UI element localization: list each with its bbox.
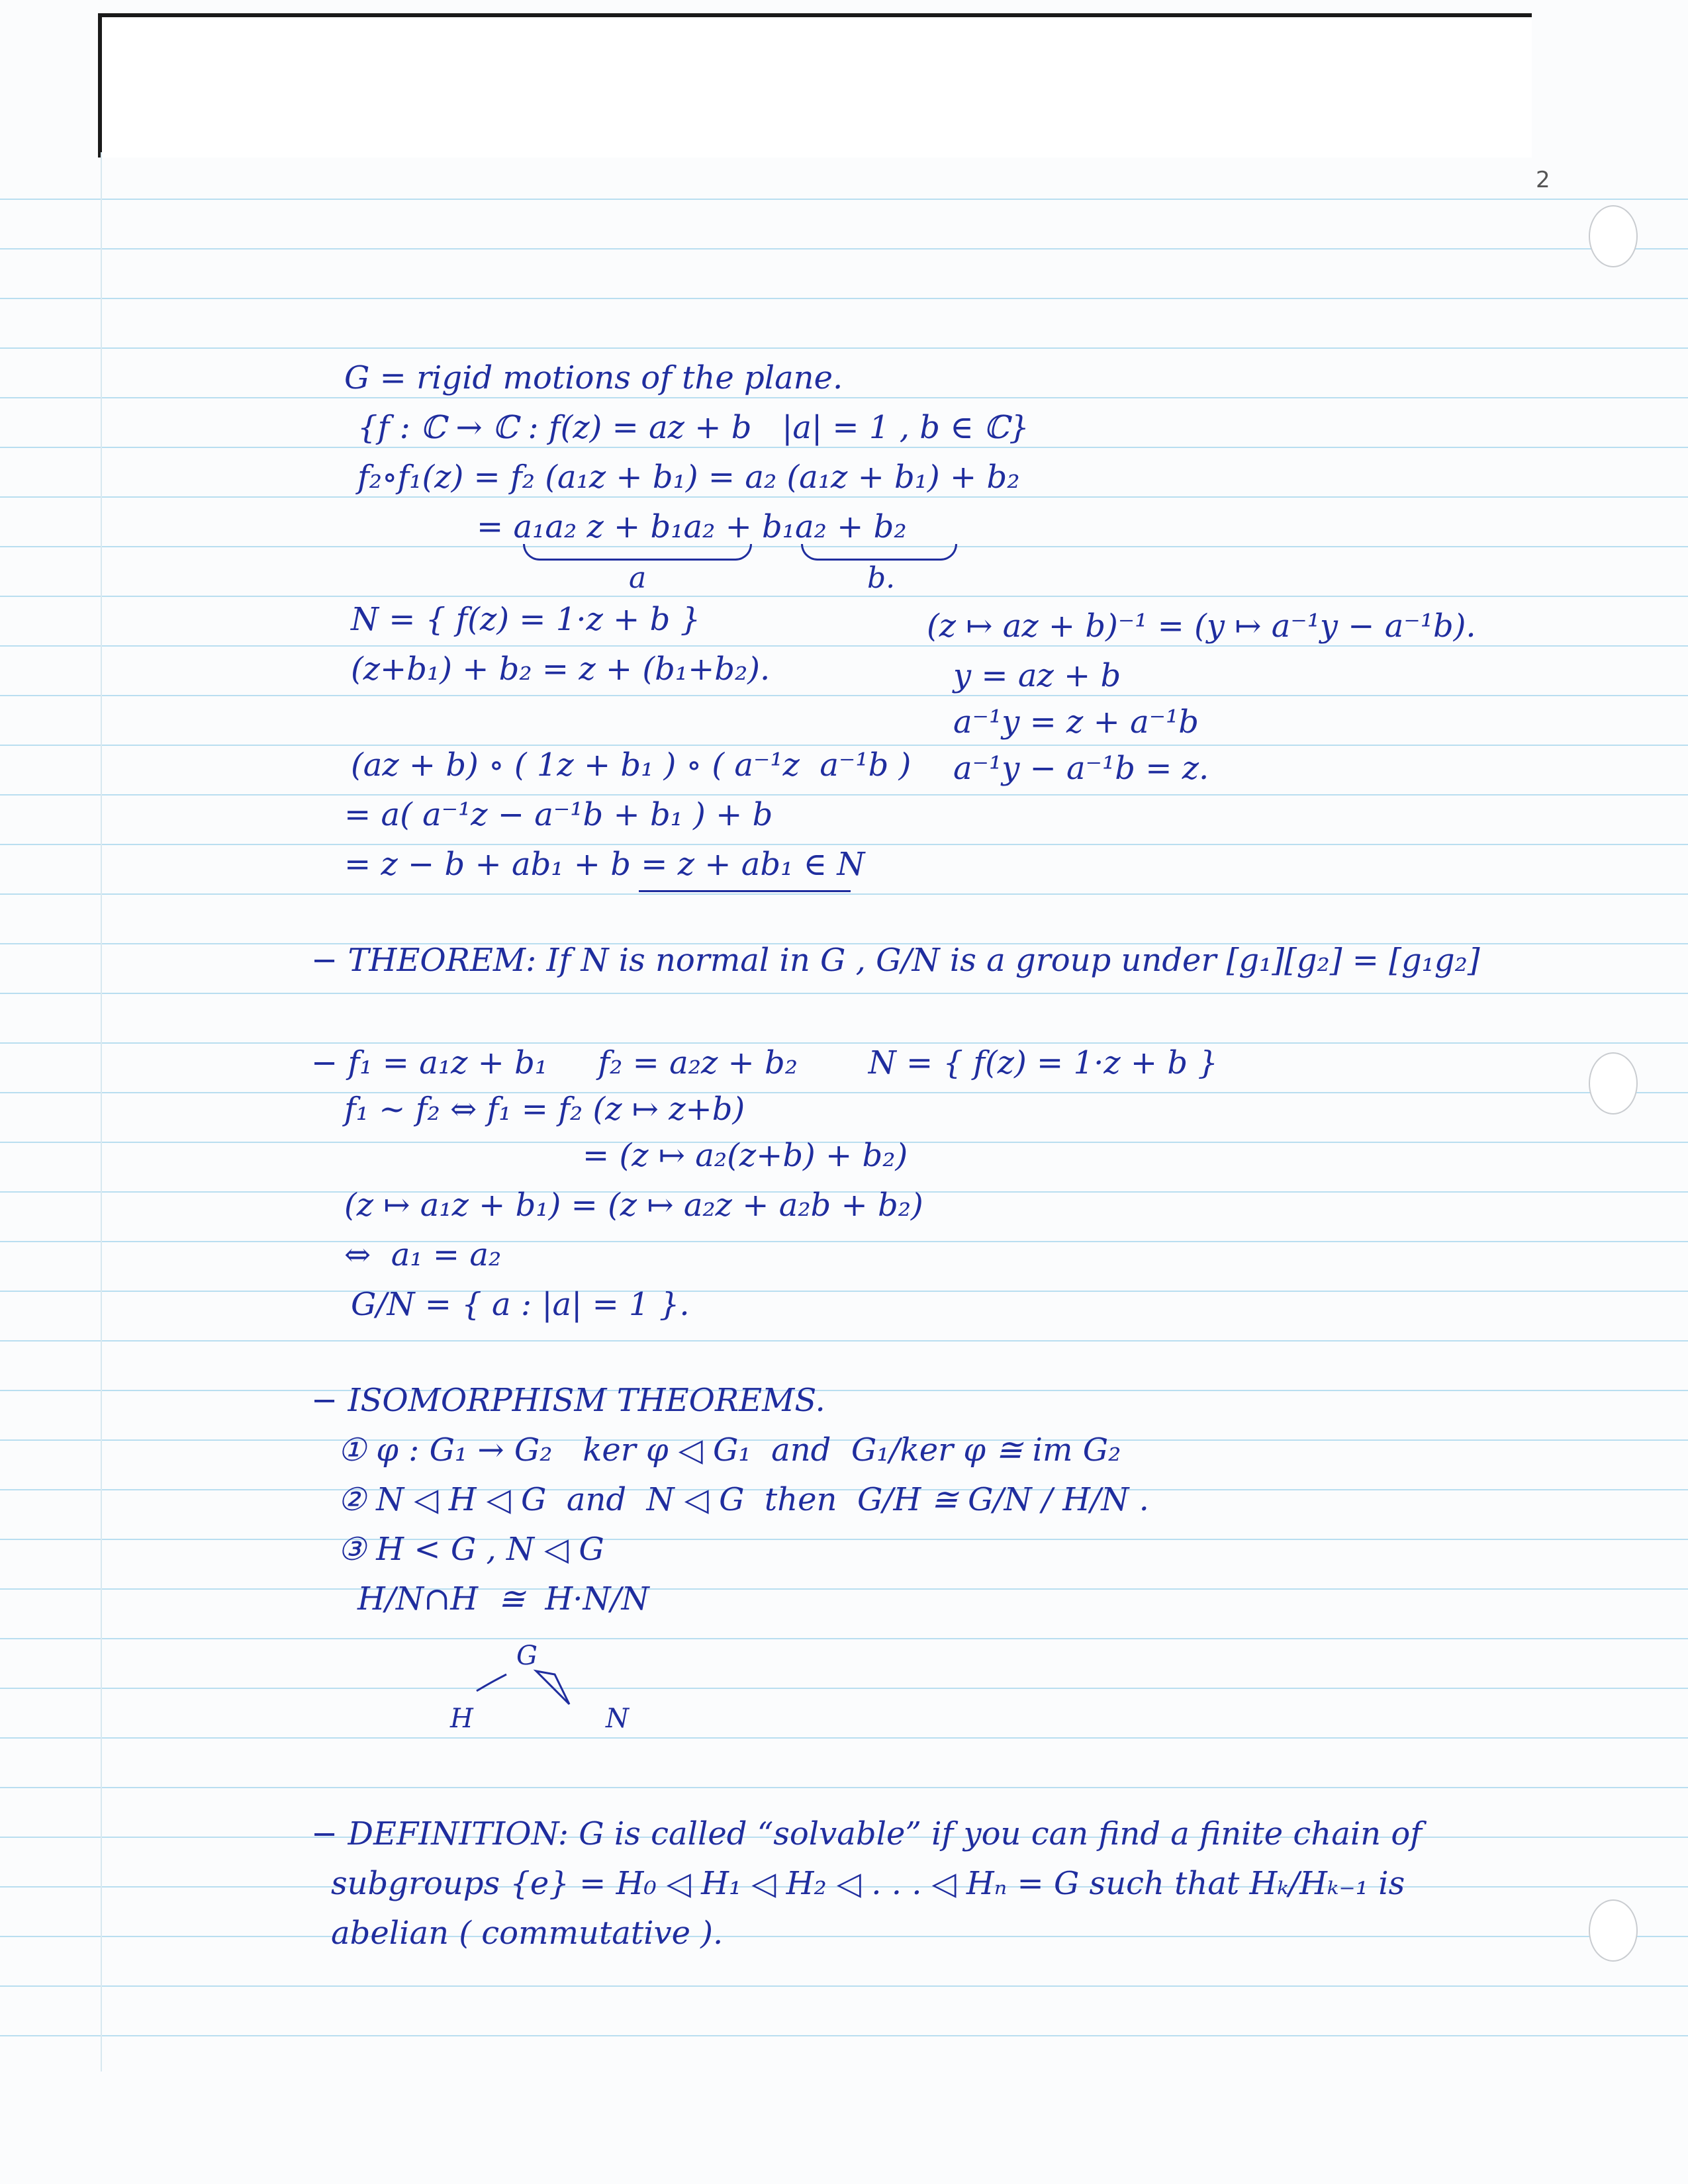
ruled-line <box>0 1936 1688 1937</box>
brace-b-label: b. <box>867 561 896 595</box>
coset-line-2: f₁ ~ f₂ ⇔ f₁ = f₂ (z ↦ z+b) <box>344 1091 745 1128</box>
ruled-line <box>0 1539 1688 1540</box>
ruled-line <box>0 596 1688 597</box>
ruled-line <box>0 695 1688 696</box>
binder-hole <box>1589 205 1638 267</box>
isomorphism-title: − ISOMORPHISM THEOREMS. <box>311 1382 825 1419</box>
inverse-line-3: a⁻¹y = z + a⁻¹b <box>953 704 1199 741</box>
ruled-line <box>0 298 1688 299</box>
binder-hole <box>1589 1052 1638 1115</box>
normal-subgroup-definition: N = { f(z) = 1·z + b } <box>351 601 701 638</box>
page-number: 2 <box>1536 167 1550 193</box>
diagram-h-label: H <box>450 1704 473 1734</box>
composition-line-2: = a₁a₂ z + b₁a₂ + b₁a₂ + b₂ <box>477 508 907 545</box>
ruled-line <box>0 347 1688 349</box>
ruled-line <box>0 1985 1688 1987</box>
diagram-g-label: G <box>516 1641 538 1671</box>
ruled-line <box>0 1787 1688 1788</box>
brace-a <box>523 544 752 561</box>
inverse-line-1: (z ↦ az + b)⁻¹ = (y ↦ a⁻¹y − a⁻¹b). <box>927 608 1476 645</box>
subgroup-diagram <box>437 1628 675 1734</box>
ruled-line <box>0 2035 1688 2036</box>
composition-line-1: f₂∘f₁(z) = f₂ (a₁z + b₁) = a₂ (a₁z + b₁) + b₂ <box>357 459 1020 496</box>
ruled-line <box>0 1737 1688 1739</box>
group-definition: G = rigid motions of the plane. <box>344 359 843 396</box>
ruled-line <box>0 794 1688 796</box>
isomorphism-3-quotient: H/N∩H ≅ H·N/N <box>357 1580 649 1617</box>
inverse-line-2: y = az + b <box>953 657 1121 694</box>
ruled-line <box>0 199 1688 200</box>
brace-a-label: a <box>629 561 647 595</box>
ruled-line <box>0 745 1688 746</box>
coset-line-6: G/N = { a : |a| = 1 }. <box>351 1286 690 1323</box>
ruled-line <box>0 1241 1688 1242</box>
coset-line-5: ⇔ a₁ = a₂ <box>344 1236 502 1273</box>
ruled-line <box>0 1390 1688 1391</box>
margin-line <box>101 152 102 2071</box>
ruled-line <box>0 1042 1688 1044</box>
ruled-line <box>0 1340 1688 1342</box>
isomorphism-2: ② N ◁ H ◁ G and N ◁ G then G/H ≅ G/N / H/N . <box>338 1481 1149 1518</box>
ruled-line <box>0 248 1688 250</box>
ruled-line <box>0 496 1688 498</box>
conjugation-line-2: = a( a⁻¹z − a⁻¹b + b₁ ) + b <box>344 796 773 833</box>
ruled-line <box>0 844 1688 845</box>
result-underline <box>639 890 851 892</box>
coset-line-1: − f₁ = a₁z + b₁ f₂ = a₂z + b₂ N = { f(z) = 1·z + b } <box>311 1044 1218 1081</box>
definition-line-3: abelian ( commutative ). <box>331 1915 724 1952</box>
isomorphism-1: ① φ : G₁ → G₂ ker φ ◁ G₁ and G₁/ker φ ≅ im G₂ <box>338 1432 1121 1469</box>
coset-line-4: (z ↦ a₁z + b₁) = (z ↦ a₂z + a₂b + b₂) <box>344 1187 923 1224</box>
ruled-line <box>0 397 1688 398</box>
theorem-statement: − THEOREM: If N is normal in G , G/N is a group under [g₁][g₂] = [g₁g₂] <box>311 942 1480 979</box>
set-definition: {f : ℂ → ℂ : f(z) = az + b |a| = 1 , b ∈ ℂ} <box>357 409 1029 446</box>
conjugation-line-3: = z − b + ab₁ + b = z + ab₁ ∈ N <box>344 846 865 883</box>
ruled-line <box>0 893 1688 895</box>
ruled-line <box>0 1588 1688 1590</box>
ruled-line <box>0 1092 1688 1093</box>
inverse-line-4: a⁻¹y − a⁻¹b = z. <box>953 750 1209 787</box>
binder-hole <box>1589 1899 1638 1962</box>
ruled-line <box>0 1638 1688 1639</box>
ruled-line <box>0 1291 1688 1292</box>
definition-line-1: − DEFINITION: G is called “solvable” if you can find a finite chain of <box>311 1815 1423 1852</box>
brace-b <box>801 544 957 561</box>
ruled-line <box>0 1688 1688 1689</box>
top-frame <box>98 13 1532 158</box>
ruled-line <box>0 447 1688 448</box>
ruled-line <box>0 993 1688 994</box>
isomorphism-3: ③ H < G , N ◁ G <box>338 1531 604 1568</box>
coset-line-3: = (z ↦ a₂(z+b) + b₂) <box>583 1137 908 1174</box>
conjugation-line-1: (az + b) ∘ ( 1z + b₁ ) ∘ ( a⁻¹z a⁻¹b ) <box>351 747 912 784</box>
normal-subgroup-closure: (z+b₁) + b₂ = z + (b₁+b₂). <box>351 651 771 688</box>
diagram-n-label: N <box>606 1704 629 1734</box>
definition-line-2: subgroups {e} = H₀ ◁ H₁ ◁ H₂ ◁ . . . ◁ Hₙ = G such that Hₖ/Hₖ₋₁ is <box>331 1865 1405 1902</box>
ruled-line <box>0 645 1688 647</box>
